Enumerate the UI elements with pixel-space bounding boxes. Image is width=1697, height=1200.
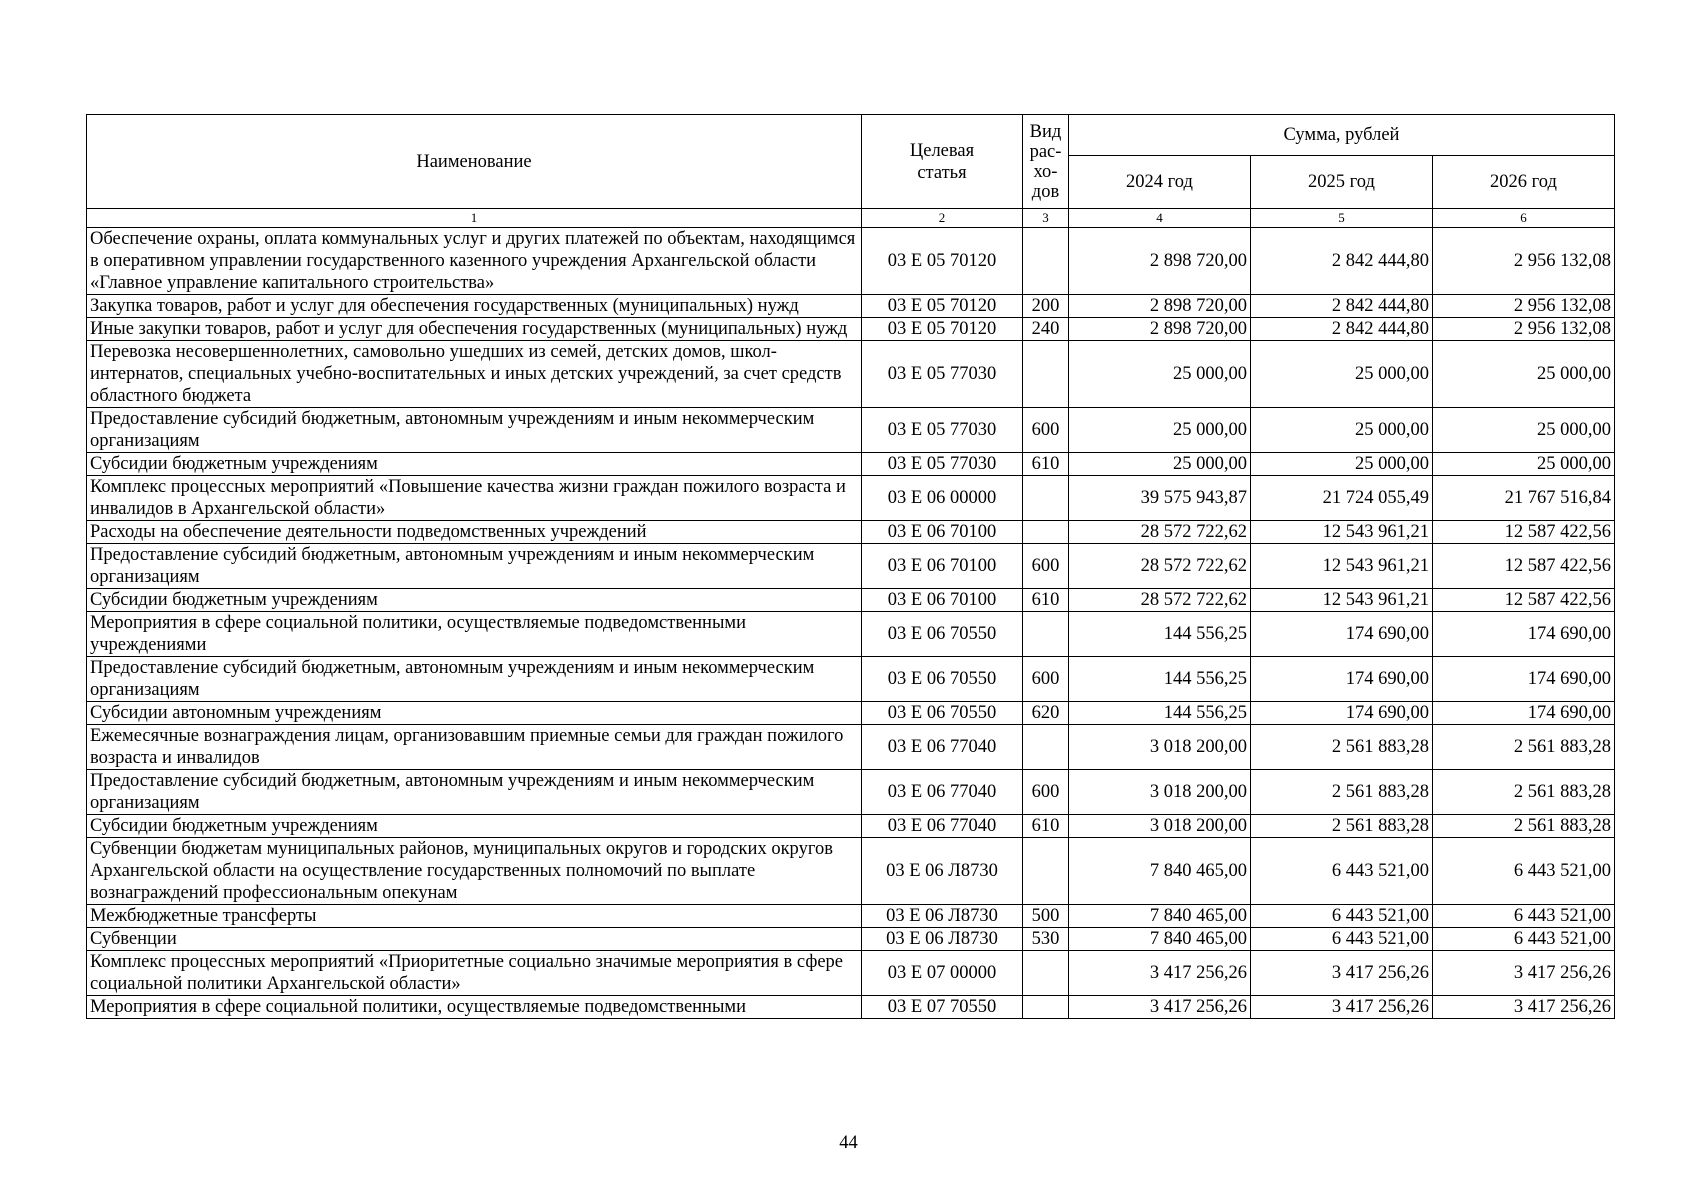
header-vid-line: Вид <box>1029 121 1062 142</box>
row-name: Предоставление субсидий бюджетным, автономным учреждениям и иным некоммерческим организациям <box>87 770 862 815</box>
row-amount-2024: 25 000,00 <box>1069 453 1251 476</box>
row-amount-2024: 28 572 722,62 <box>1069 589 1251 612</box>
row-expense-type: 610 <box>1023 815 1069 838</box>
row-target-article: 03 Е 06 70550 <box>862 612 1023 657</box>
row-name: Субсидии бюджетным учреждениям <box>87 815 862 838</box>
row-amount-2024: 3 417 256,26 <box>1069 996 1251 1019</box>
row-expense-type: 620 <box>1023 702 1069 725</box>
header-vid-line: хо- <box>1033 161 1058 182</box>
row-amount-2025: 3 417 256,26 <box>1251 996 1433 1019</box>
table-body <box>87 228 1615 1019</box>
table-row <box>87 725 1615 770</box>
table-row <box>87 521 1615 544</box>
row-name: Предоставление субсидий бюджетным, автономным учреждениям и иным некоммерческим организациям <box>87 544 862 589</box>
row-amount-2025: 2 561 883,28 <box>1251 770 1433 815</box>
table-row <box>87 928 1615 951</box>
header-vid-line: дов <box>1031 181 1060 202</box>
row-amount-2024: 2 898 720,00 <box>1069 295 1251 318</box>
table-row <box>87 408 1615 453</box>
row-target-article: 03 Е 06 00000 <box>862 476 1023 521</box>
row-amount-2026: 174 690,00 <box>1433 612 1615 657</box>
row-expense-type: 600 <box>1023 770 1069 815</box>
row-amount-2025: 25 000,00 <box>1251 453 1433 476</box>
row-expense-type <box>1023 228 1069 295</box>
row-amount-2026: 2 956 132,08 <box>1433 318 1615 341</box>
row-target-article: 03 Е 07 70550 <box>862 996 1023 1019</box>
row-target-article: 03 Е 06 70550 <box>862 702 1023 725</box>
row-target-article: 03 Е 05 70120 <box>862 295 1023 318</box>
header-target-line2: статья <box>917 162 967 183</box>
row-name: Ежемесячные вознаграждения лицам, организовавшим приемные семьи для граждан пожилого возраста и инвалидов <box>87 725 862 770</box>
row-amount-2025: 6 443 521,00 <box>1251 928 1433 951</box>
row-expense-type: 500 <box>1023 905 1069 928</box>
row-name: Межбюджетные трансферты <box>87 905 862 928</box>
row-amount-2026: 25 000,00 <box>1433 408 1615 453</box>
row-amount-2025: 21 724 055,49 <box>1251 476 1433 521</box>
row-amount-2025: 174 690,00 <box>1251 657 1433 702</box>
row-amount-2024: 3 018 200,00 <box>1069 815 1251 838</box>
row-target-article: 03 Е 05 77030 <box>862 453 1023 476</box>
row-amount-2025: 2 561 883,28 <box>1251 815 1433 838</box>
row-target-article: 03 Е 06 77040 <box>862 815 1023 838</box>
header-target-line1: Целевая <box>909 140 975 161</box>
row-expense-type: 600 <box>1023 657 1069 702</box>
row-amount-2026: 12 587 422,56 <box>1433 521 1615 544</box>
table-row <box>87 657 1615 702</box>
column-number: 2 <box>862 209 1023 228</box>
row-amount-2026: 2 956 132,08 <box>1433 295 1615 318</box>
column-number: 3 <box>1023 209 1069 228</box>
row-target-article: 03 Е 05 77030 <box>862 341 1023 408</box>
row-expense-type <box>1023 612 1069 657</box>
row-target-article: 03 Е 06 77040 <box>862 770 1023 815</box>
row-amount-2025: 2 842 444,80 <box>1251 295 1433 318</box>
row-target-article: 03 Е 05 77030 <box>862 408 1023 453</box>
row-amount-2026: 174 690,00 <box>1433 702 1615 725</box>
row-name: Расходы на обеспечение деятельности подведомственных учреждений <box>87 521 862 544</box>
row-expense-type: 600 <box>1023 544 1069 589</box>
row-amount-2026: 12 587 422,56 <box>1433 544 1615 589</box>
row-amount-2024: 3 417 256,26 <box>1069 951 1251 996</box>
row-amount-2025: 12 543 961,21 <box>1251 544 1433 589</box>
table-row <box>87 476 1615 521</box>
row-amount-2026: 6 443 521,00 <box>1433 928 1615 951</box>
row-name: Мероприятия в сфере социальной политики, осуществляемые подведомственными <box>87 996 862 1019</box>
row-name: Иные закупки товаров, работ и услуг для обеспечения государственных (муниципальных) нужд <box>87 318 862 341</box>
row-amount-2025: 174 690,00 <box>1251 612 1433 657</box>
row-amount-2025: 25 000,00 <box>1251 408 1433 453</box>
table-row <box>87 996 1615 1019</box>
row-amount-2024: 7 840 465,00 <box>1069 928 1251 951</box>
row-amount-2026: 2 561 883,28 <box>1433 815 1615 838</box>
row-name: Закупка товаров, работ и услуг для обеспечения государственных (муниципальных) нужд <box>87 295 862 318</box>
table-row <box>87 702 1615 725</box>
row-amount-2025: 6 443 521,00 <box>1251 838 1433 905</box>
row-target-article: 03 Е 06 70100 <box>862 521 1023 544</box>
row-name: Субвенции бюджетам муниципальных районов, муниципальных округов и городских округов Архангельской области на осуществление государственных полномочий по выплате вознаграждений профессиональным опекунам <box>87 838 862 905</box>
row-amount-2026: 6 443 521,00 <box>1433 905 1615 928</box>
header-expense-type <box>1023 115 1069 209</box>
row-expense-type: 610 <box>1023 589 1069 612</box>
table-row <box>87 838 1615 905</box>
row-amount-2026: 2 956 132,08 <box>1433 228 1615 295</box>
row-amount-2025: 12 543 961,21 <box>1251 589 1433 612</box>
header-name: Наименование <box>87 115 862 209</box>
table-row <box>87 341 1615 408</box>
row-amount-2025: 2 842 444,80 <box>1251 318 1433 341</box>
row-amount-2024: 7 840 465,00 <box>1069 905 1251 928</box>
row-name: Субсидии автономным учреждениям <box>87 702 862 725</box>
row-amount-2025: 25 000,00 <box>1251 341 1433 408</box>
row-amount-2024: 3 018 200,00 <box>1069 725 1251 770</box>
table-row <box>87 295 1615 318</box>
row-expense-type <box>1023 476 1069 521</box>
budget-table <box>86 114 1615 1019</box>
page-number: 44 <box>839 1133 858 1153</box>
row-expense-type <box>1023 996 1069 1019</box>
row-name: Предоставление субсидий бюджетным, автономным учреждениям и иным некоммерческим организациям <box>87 408 862 453</box>
table-row <box>87 815 1615 838</box>
row-expense-type <box>1023 341 1069 408</box>
row-amount-2024: 3 018 200,00 <box>1069 770 1251 815</box>
row-amount-2025: 2 842 444,80 <box>1251 228 1433 295</box>
header-year-2026: 2026 год <box>1433 156 1615 209</box>
row-expense-type: 200 <box>1023 295 1069 318</box>
row-expense-type: 530 <box>1023 928 1069 951</box>
row-amount-2026: 3 417 256,26 <box>1433 996 1615 1019</box>
row-name: Субсидии бюджетным учреждениям <box>87 453 862 476</box>
row-name: Перевозка несовершеннолетних, самовольно ушедших из семей, детских домов, школ-интернатов, специальных учебно-воспитательных и иных детских учреждений, за счет средств областного бюджета <box>87 341 862 408</box>
row-amount-2024: 144 556,25 <box>1069 612 1251 657</box>
header-sum: Сумма, рублей <box>1069 115 1615 156</box>
row-name: Обеспечение охраны, оплата коммунальных услуг и других платежей по объектам, находящимся в оперативном управлении государственного казенного учреждения Архангельской области «Главное управление капитального строительства» <box>87 228 862 295</box>
row-target-article: 03 Е 06 70100 <box>862 589 1023 612</box>
row-amount-2024: 2 898 720,00 <box>1069 318 1251 341</box>
row-amount-2026: 6 443 521,00 <box>1433 838 1615 905</box>
row-expense-type: 240 <box>1023 318 1069 341</box>
table-row <box>87 228 1615 295</box>
row-amount-2025: 2 561 883,28 <box>1251 725 1433 770</box>
row-amount-2026: 2 561 883,28 <box>1433 725 1615 770</box>
column-number: 4 <box>1069 209 1251 228</box>
row-amount-2024: 28 572 722,62 <box>1069 521 1251 544</box>
row-expense-type: 610 <box>1023 453 1069 476</box>
row-expense-type <box>1023 521 1069 544</box>
row-amount-2025: 174 690,00 <box>1251 702 1433 725</box>
column-number: 6 <box>1433 209 1615 228</box>
row-name: Субвенции <box>87 928 862 951</box>
row-amount-2024: 39 575 943,87 <box>1069 476 1251 521</box>
table-row <box>87 453 1615 476</box>
row-amount-2024: 2 898 720,00 <box>1069 228 1251 295</box>
row-amount-2025: 12 543 961,21 <box>1251 521 1433 544</box>
row-target-article: 03 Е 06 77040 <box>862 725 1023 770</box>
row-name: Предоставление субсидий бюджетным, автономным учреждениям и иным некоммерческим организациям <box>87 657 862 702</box>
row-name: Мероприятия в сфере социальной политики, осуществляемые подведомственными учреждениями <box>87 612 862 657</box>
row-expense-type: 600 <box>1023 408 1069 453</box>
row-amount-2024: 144 556,25 <box>1069 657 1251 702</box>
row-amount-2026: 2 561 883,28 <box>1433 770 1615 815</box>
table-header <box>87 115 1615 228</box>
row-target-article: 03 Е 06 Л8730 <box>862 905 1023 928</box>
row-name: Комплекс процессных мероприятий «Приоритетные социально значимые мероприятия в сфере социальной политики Архангельской области» <box>87 951 862 996</box>
row-target-article: 03 Е 06 Л8730 <box>862 838 1023 905</box>
row-target-article: 03 Е 05 70120 <box>862 318 1023 341</box>
column-number: 5 <box>1251 209 1433 228</box>
row-amount-2024: 7 840 465,00 <box>1069 838 1251 905</box>
row-amount-2024: 144 556,25 <box>1069 702 1251 725</box>
table-row <box>87 318 1615 341</box>
row-expense-type <box>1023 951 1069 996</box>
row-amount-2026: 25 000,00 <box>1433 341 1615 408</box>
column-number: 1 <box>87 209 862 228</box>
header-year-2024: 2024 год <box>1069 156 1251 209</box>
column-numbers-row <box>87 209 1615 228</box>
header-target-article <box>862 115 1023 209</box>
row-amount-2024: 25 000,00 <box>1069 408 1251 453</box>
row-amount-2024: 28 572 722,62 <box>1069 544 1251 589</box>
row-expense-type <box>1023 725 1069 770</box>
row-expense-type <box>1023 838 1069 905</box>
row-name: Комплекс процессных мероприятий «Повышение качества жизни граждан пожилого возраста и инвалидов в Архангельской области» <box>87 476 862 521</box>
row-amount-2026: 21 767 516,84 <box>1433 476 1615 521</box>
row-name: Субсидии бюджетным учреждениям <box>87 589 862 612</box>
row-amount-2026: 12 587 422,56 <box>1433 589 1615 612</box>
header-vid-line: рас- <box>1029 141 1062 162</box>
row-amount-2025: 6 443 521,00 <box>1251 905 1433 928</box>
row-target-article: 03 Е 07 00000 <box>862 951 1023 996</box>
row-target-article: 03 Е 06 70100 <box>862 544 1023 589</box>
row-amount-2025: 3 417 256,26 <box>1251 951 1433 996</box>
header-year-2025: 2025 год <box>1251 156 1433 209</box>
table-row <box>87 544 1615 589</box>
table-row <box>87 905 1615 928</box>
row-amount-2026: 174 690,00 <box>1433 657 1615 702</box>
row-amount-2024: 25 000,00 <box>1069 341 1251 408</box>
table-row <box>87 770 1615 815</box>
table-row <box>87 951 1615 996</box>
row-target-article: 03 Е 05 70120 <box>862 228 1023 295</box>
row-amount-2026: 25 000,00 <box>1433 453 1615 476</box>
table-row <box>87 612 1615 657</box>
row-target-article: 03 Е 06 70550 <box>862 657 1023 702</box>
row-amount-2026: 3 417 256,26 <box>1433 951 1615 996</box>
table-row <box>87 589 1615 612</box>
row-target-article: 03 Е 06 Л8730 <box>862 928 1023 951</box>
